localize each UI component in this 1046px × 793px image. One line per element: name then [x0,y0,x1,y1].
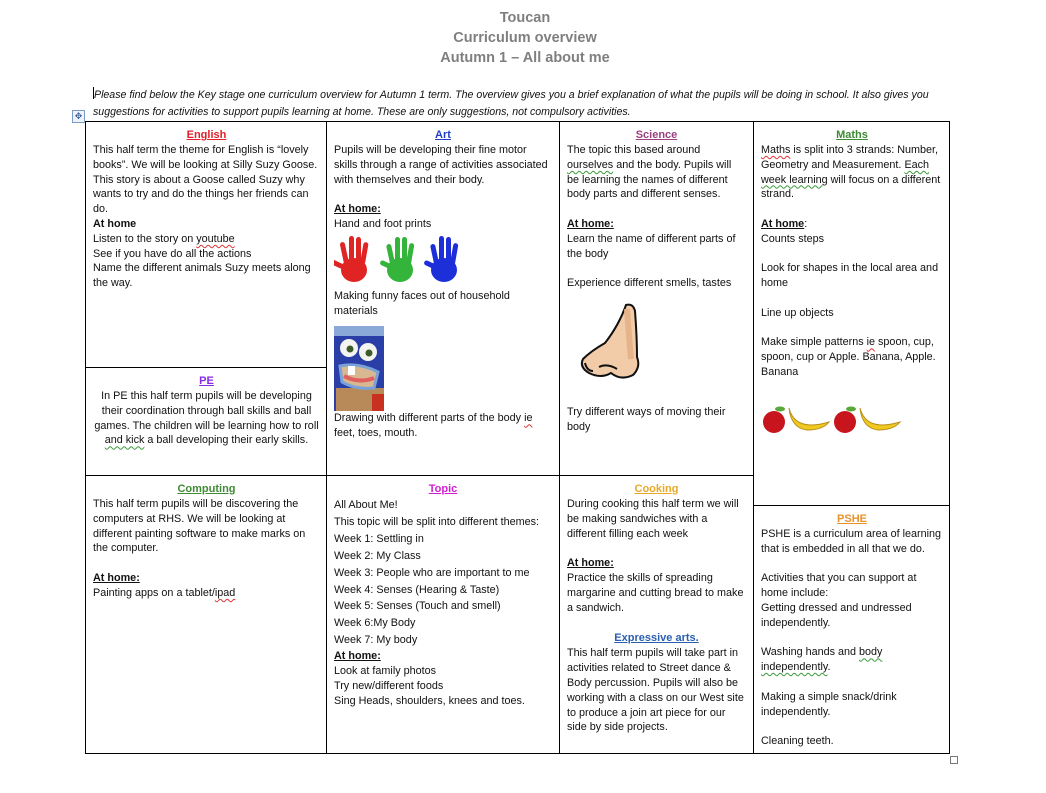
maths-at-home-item: Line up objects [761,306,834,319]
pshe-body: PSHE is a curriculum area of learning that is embedded in all that we do. [761,528,942,555]
computing-body: This half term pupils will be discovering the computers at RHS. We will be looking at different painting software to make marks on the computer. [93,498,306,555]
pshe-heading: PSHE [837,513,867,525]
topic-at-home-item: Try new/different foods [334,679,444,692]
topic-week: Week 4: Senses (Hearing & Taste) [334,583,500,596]
topic-week: Week 2: My Class [334,549,421,562]
art-at-home-item: feet, toes, mouth. [334,427,418,440]
topic-at-home-item: Sing Heads, shoulders, knees and toes. [334,694,525,707]
intro-paragraph[interactable] [93,87,953,121]
maths-at-home-label-row: At home: [761,217,808,230]
english-cell [86,122,327,367]
term-title: Autumn 1 – All about me [440,50,610,66]
maths-body: Maths is split into 3 strands: Number, Geometry and Measurement. Each week learning will focus on a different strand. [761,144,941,201]
pshe-activities-intro: Activities that you can support at home include: [761,572,917,600]
cooking-at-home-item: Practice the skills of spreading margarine and cutting bread to make a sandwich. [567,571,744,614]
cooking-heading: Cooking [634,483,679,495]
handprints-image [334,232,469,286]
intro-text: Please find below the Key stage one curriculum overview for Autumn 1 term. The overview gives you a brief explanation of what the pupils will be doing in school. It also gives you suggestions for activities to support pupils learning at home. These are only suggestions, not compulsory activities. [93,89,929,118]
science-at-home-item: Try different ways of moving their body [567,405,726,433]
banana-icon [789,408,829,430]
topic-at-home-item: Look at family photos [334,664,437,677]
computing-cell [86,476,327,753]
art-at-home-label: At home: [334,203,381,216]
pe-body: In PE this half term pupils will be developing their coordination through ball skills and ball games. The children will be learning how to roll and kick a ball developing their early skills. [94,390,319,447]
funny-face-collage [334,326,384,411]
topic-at-home-label: At home: [334,650,381,663]
science-cell [560,122,753,475]
expressive-arts-heading: Expressive arts. [614,632,699,645]
topic-week: Week 6:My Body [334,617,416,630]
science-at-home-item: Learn the name of different parts of the body [567,232,736,260]
maths-heading: Maths [836,129,868,141]
computing-heading: Computing [177,483,236,495]
expressive-arts-body: This half term pupils will take part in activities related to Street dance & Body percussion. Pupils will also be working with a class on our West site to produce a join art piece for our side by side projects. [567,647,744,734]
banana-icon [860,408,900,430]
cooking-at-home-label: At home: [567,557,614,570]
topic-week: Week 1: Settling in [334,532,424,545]
english-body: This half term the theme for English is “lovely books”. We will be looking at Silly Suzy Goose. This story is about a Goose called Suzy why wants to try and do the things her friends can do. [93,144,318,216]
apple-icon [834,406,856,433]
maths-at-home-item: Make simple patterns ie spoon, cup, spoon, cup or Apple. Banana, Apple. Banana [761,336,936,378]
art-at-home-item: Making funny faces out of household materials [334,289,510,317]
english-at-home-label: At home [93,217,137,230]
green-handprint [379,237,414,282]
science-at-home-label: At home: [567,217,614,230]
pshe-activity: Cleaning teeth. [761,735,834,748]
art-cell [327,122,559,475]
maths-cell [754,122,950,505]
topic-week: Week 5: Senses (Touch and smell) [334,600,501,613]
english-at-home-item: Name the different animals Suzy meets along the way. [93,262,311,290]
topic-week: Week 3: People who are important to me [334,566,530,579]
cooking-cell [560,476,753,753]
document-header [0,8,1046,68]
computing-at-home-label: At home: [93,571,140,584]
art-at-home-item: Hand and foot prints [334,217,432,230]
youtube-word: youtube [196,232,235,245]
topic-week: Week 7: My body [334,634,418,647]
topic-cell [327,476,559,753]
pshe-activity: Getting dressed and undressed independently. [761,601,912,629]
computing-at-home-item: Painting apps on a tablet/ipad [93,586,236,599]
cooking-body: During cooking this half term we will be making sandwiches with a different filling each week [567,498,739,540]
art-at-home-item: Drawing with different parts of the body ie [334,412,533,425]
art-heading: Art [435,129,451,141]
red-handprint [334,236,369,282]
english-heading: English [186,129,227,141]
pattern-fruit-image [761,400,906,436]
pshe-activity: Washing hands and body independently. [761,646,883,674]
resize-square-icon[interactable] [950,756,958,764]
blue-handprint [423,236,458,282]
document-title: Curriculum overview [453,30,597,46]
class-name: Toucan [499,10,551,26]
science-heading: Science [635,129,678,141]
curriculum-table [85,121,950,754]
maths-at-home-item: Counts steps [761,232,825,245]
pe-heading: PE [199,375,214,387]
english-at-home-item: Listen to the story on youtube [93,232,235,245]
art-body: Pupils will be developing their fine motor skills through a range of activities associated with themselves and their body. [334,144,548,186]
pshe-activity: Making a simple snack/drink independently. [761,690,897,718]
english-at-home-item: See if you have do all the actions [93,247,252,260]
topic-line: This topic will be split into different themes: [334,515,540,528]
maths-at-home-item: Look for shapes in the local area and home [761,262,939,290]
move-arrows-icon[interactable]: ✥ [72,110,85,123]
topic-line: All About Me! [334,499,398,511]
topic-heading: Topic [428,483,458,495]
science-at-home-item: Experience different smells, tastes [567,277,732,290]
pe-cell [86,368,327,475]
nose-illustration [571,297,651,387]
apple-icon [763,406,785,433]
pshe-cell [754,506,950,753]
science-body: The topic this based around ourselves and the body. Pupils will be learning the names of different body parts and different senses. [567,144,732,201]
